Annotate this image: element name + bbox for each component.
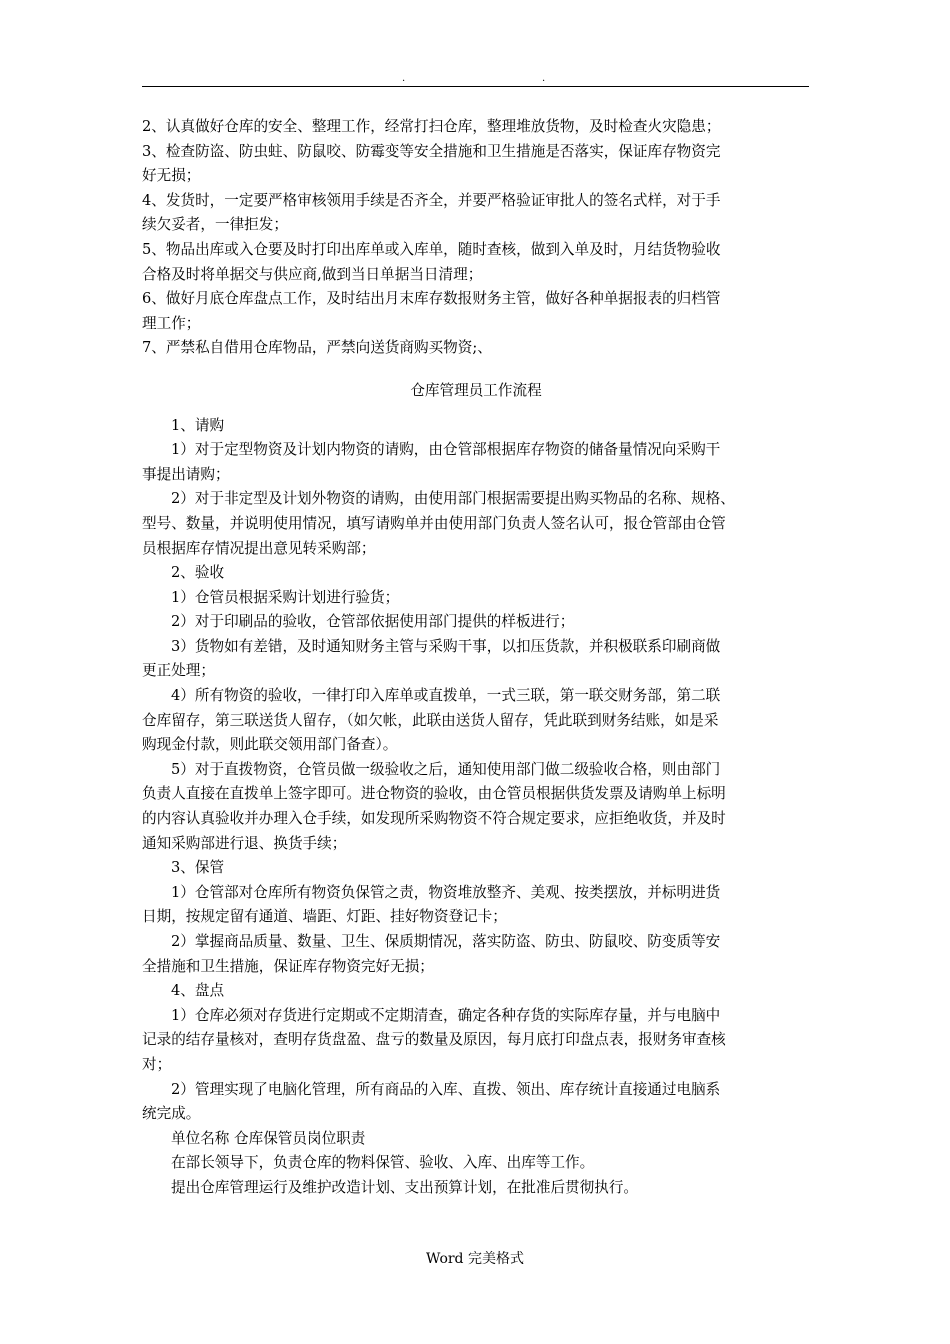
paragraph-line: 日期，按规定留有通道、墙距、灯距、挂好物资登记卡；: [142, 908, 507, 926]
paragraph-line: 仓库留存，第三联送货人留存，（如欠帐，此联由送货人留存，凭此联到财务结账，如是采: [142, 711, 719, 729]
paragraph-line: 通知采购部进行退、换货手续；: [142, 834, 347, 852]
paragraph-line: 记录的结存量核对，查明存货盘盈、盘亏的数量及原因，每月底打印盘点表，报财务审查核: [142, 1031, 726, 1049]
list-item: 合格及时将单据交与供应商,做到当日单据当日清理；: [142, 265, 483, 283]
paragraph-line: 员根据库存情况提出意见转采购部；: [142, 539, 376, 557]
paragraph-line: 1）仓管员根据采购计划进行验货；: [171, 588, 400, 606]
list-item: 2、认真做好仓库的安全、整理工作，经常打扫仓库，整理堆放货物，及时检查火灾隐患；: [142, 118, 721, 135]
paragraph-line: 型号、数量，并说明使用情况，填写请购单并由使用部门负责人签名认可，报仓管部由仓管: [142, 514, 726, 532]
paragraph-line: 事提出请购；: [142, 465, 230, 483]
list-item: 续欠妥者，一律拒发；: [142, 216, 288, 234]
paragraph-line: 全措施和卫生措施，保证库存物资完好无损；: [142, 957, 434, 975]
page-footer: Word 完美格式: [426, 1251, 524, 1267]
paragraph-line: 单位名称 仓库保管员岗位职责: [171, 1129, 366, 1147]
list-item: 7、严禁私自借用仓库物品，严禁向送货商购买物资;、: [142, 339, 492, 357]
list-item: 好无损；: [142, 167, 201, 185]
body-paragraphs: [142, 414, 810, 1201]
paragraph-line: 2）对于非定型及计划外物资的请购，由使用部门根据需要提出购买物品的名称、规格、: [171, 490, 735, 508]
paragraph-line: 3）货物如有差错，及时通知财务主管与采购干事，以扣压货款，并积极联系印刷商做: [171, 637, 721, 655]
paragraph-line: 的内容认真验收并办理入仓手续，如发现所采购物资不符合规定要求，应拒绝收货，并及时: [142, 810, 726, 828]
paragraph-line: 提出仓库管理运行及维护改造计划、支出预算计划，在批准后贯彻执行。: [171, 1178, 639, 1196]
paragraph-line: 1）仓管部对仓库所有物资负保管之责，物资堆放整齐、美观、按类摆放，并标明进货: [171, 883, 721, 901]
paragraph-line: 1）对于定型物资及计划内物资的请购，由仓管部根据库存物资的储备量情况向采购干: [171, 441, 721, 459]
list-item: 3、检查防盗、防虫蛀、防鼠咬、防霉变等安全措施和卫生措施是否落实，保证库存物资完: [142, 142, 721, 160]
paragraph-line: 5）对于直拨物资，仓管员做一级验收之后，通知使用部门做二级验收合格，则由部门: [171, 760, 721, 778]
list-item: 5、物品出库或入仓要及时打印出库单或入库单，随时查核，做到入单及时，月结货物验收: [142, 240, 721, 258]
paragraph-line: 4、盘点: [171, 982, 225, 1000]
paragraph-line: 2）对于印刷品的验收，仓管部依据使用部门提供的样板进行；: [171, 613, 575, 631]
paragraph-line: 更正处理；: [142, 662, 215, 680]
section-title: 仓库管理员工作流程: [410, 381, 542, 399]
paragraph-line: 购现金付款，则此联交领用部门备查）。: [142, 736, 398, 754]
list-item: 6、做好月底仓库盘点工作，及时结出月末库存数报财务主管，做好各种单据报表的归档管: [142, 290, 721, 308]
list-item: 理工作；: [142, 314, 201, 332]
paragraph-line: 统完成。: [142, 1105, 201, 1123]
paragraph-line: 2）掌握商品质量、数量、卫生、保质期情况，落实防盗、防虫、防鼠咬、防变质等安: [171, 933, 721, 950]
paragraph-line: 对；: [142, 1055, 172, 1073]
paragraph-line: 1、请购: [171, 416, 225, 434]
paragraph-line: 4）所有物资的验收，一律打印入库单或直拨单，一式三联，第一联交财务部，第二联: [171, 687, 721, 705]
paragraph-line: 2、验收: [171, 564, 225, 582]
list-item: 4、发货时，一定要严格审核领用手续是否齐全，并要严格验证审批人的签名式样，对于手: [142, 191, 721, 209]
document-body: [142, 115, 810, 1201]
paragraph-line: 3、保管: [171, 859, 225, 877]
header-dot-left: .: [402, 73, 406, 84]
paragraph-line: 负责人直接在直拨单上签字即可。进仓物资的验收，由仓管员根据供货发票及请购单上标明: [142, 785, 726, 803]
header-rule: [142, 86, 809, 87]
paragraph-line: 1）仓库必须对存货进行定期或不定期清查，确定各种存货的实际库存量，并与电脑中: [171, 1006, 721, 1024]
paragraph-line: 2）管理实现了电脑化管理，所有商品的入库、直拨、领出、库存统计直接通过电脑系: [171, 1080, 721, 1098]
paragraph-line: 在部长领导下，负责仓库的物料保管、验收、入库、出库等工作。: [171, 1154, 595, 1172]
header-dot-right: .: [542, 73, 546, 84]
